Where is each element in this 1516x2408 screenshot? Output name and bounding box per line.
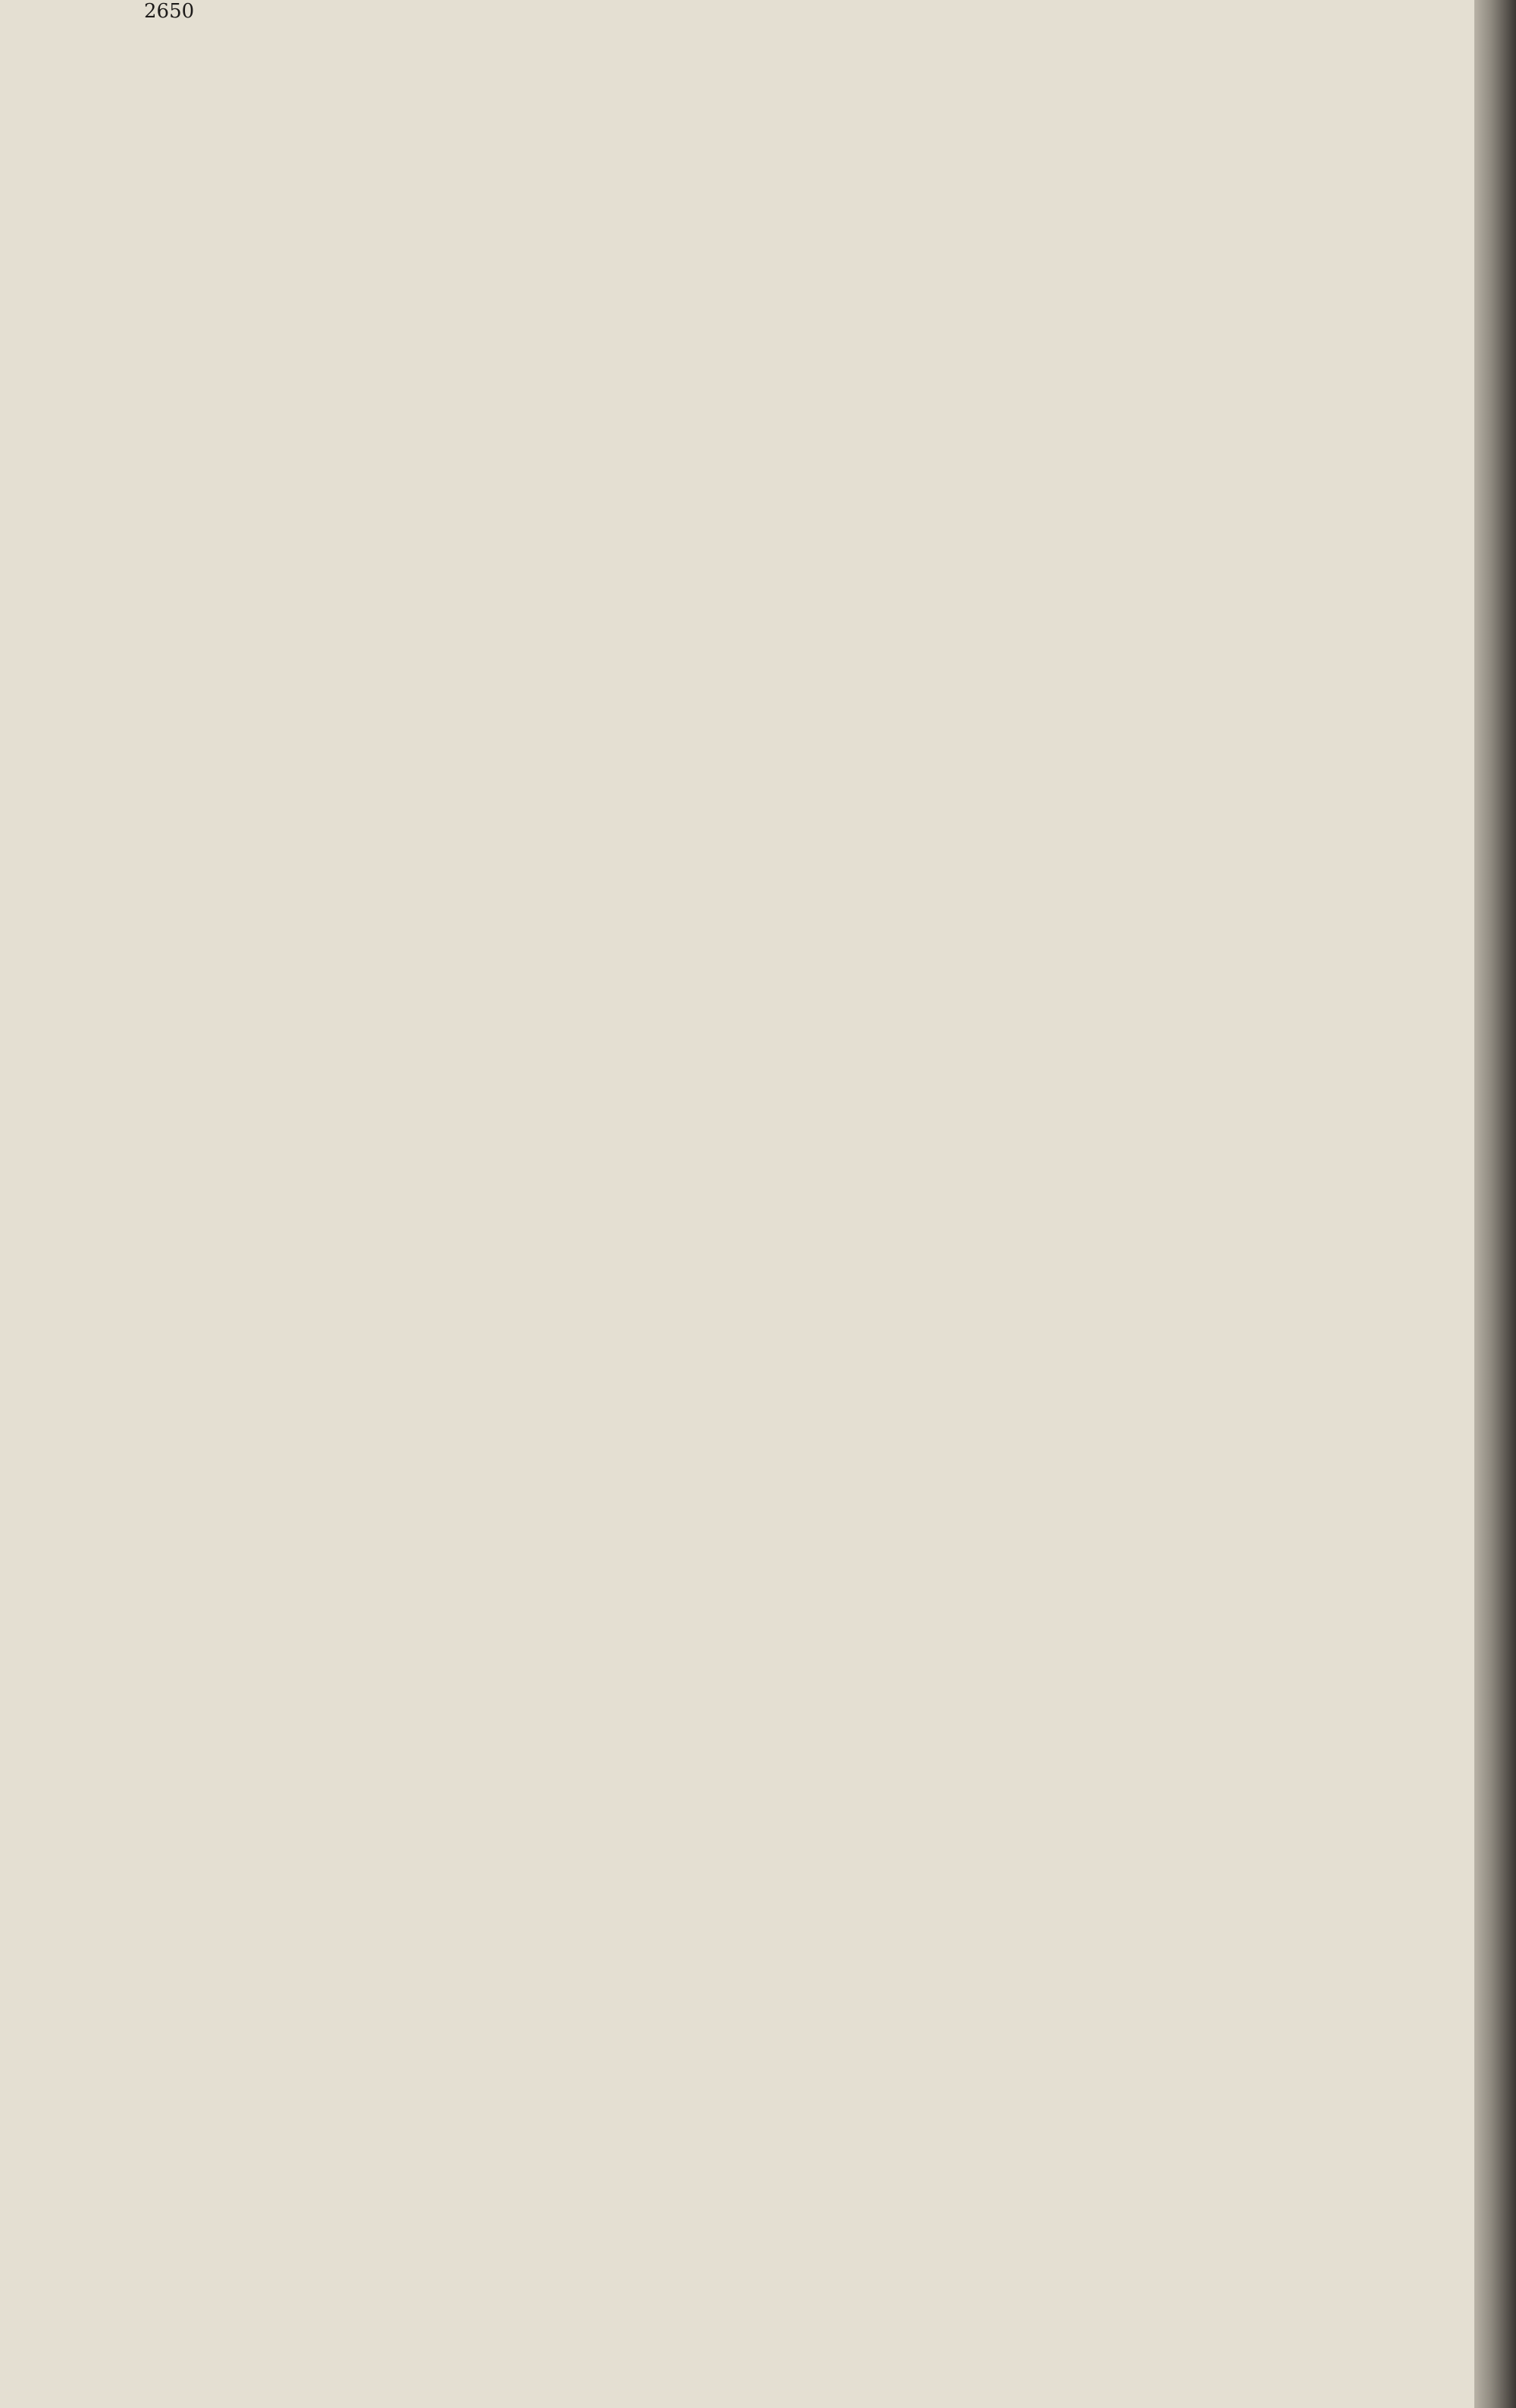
- page-edge: [1474, 0, 1516, 2408]
- page-number: 2650: [144, 0, 195, 23]
